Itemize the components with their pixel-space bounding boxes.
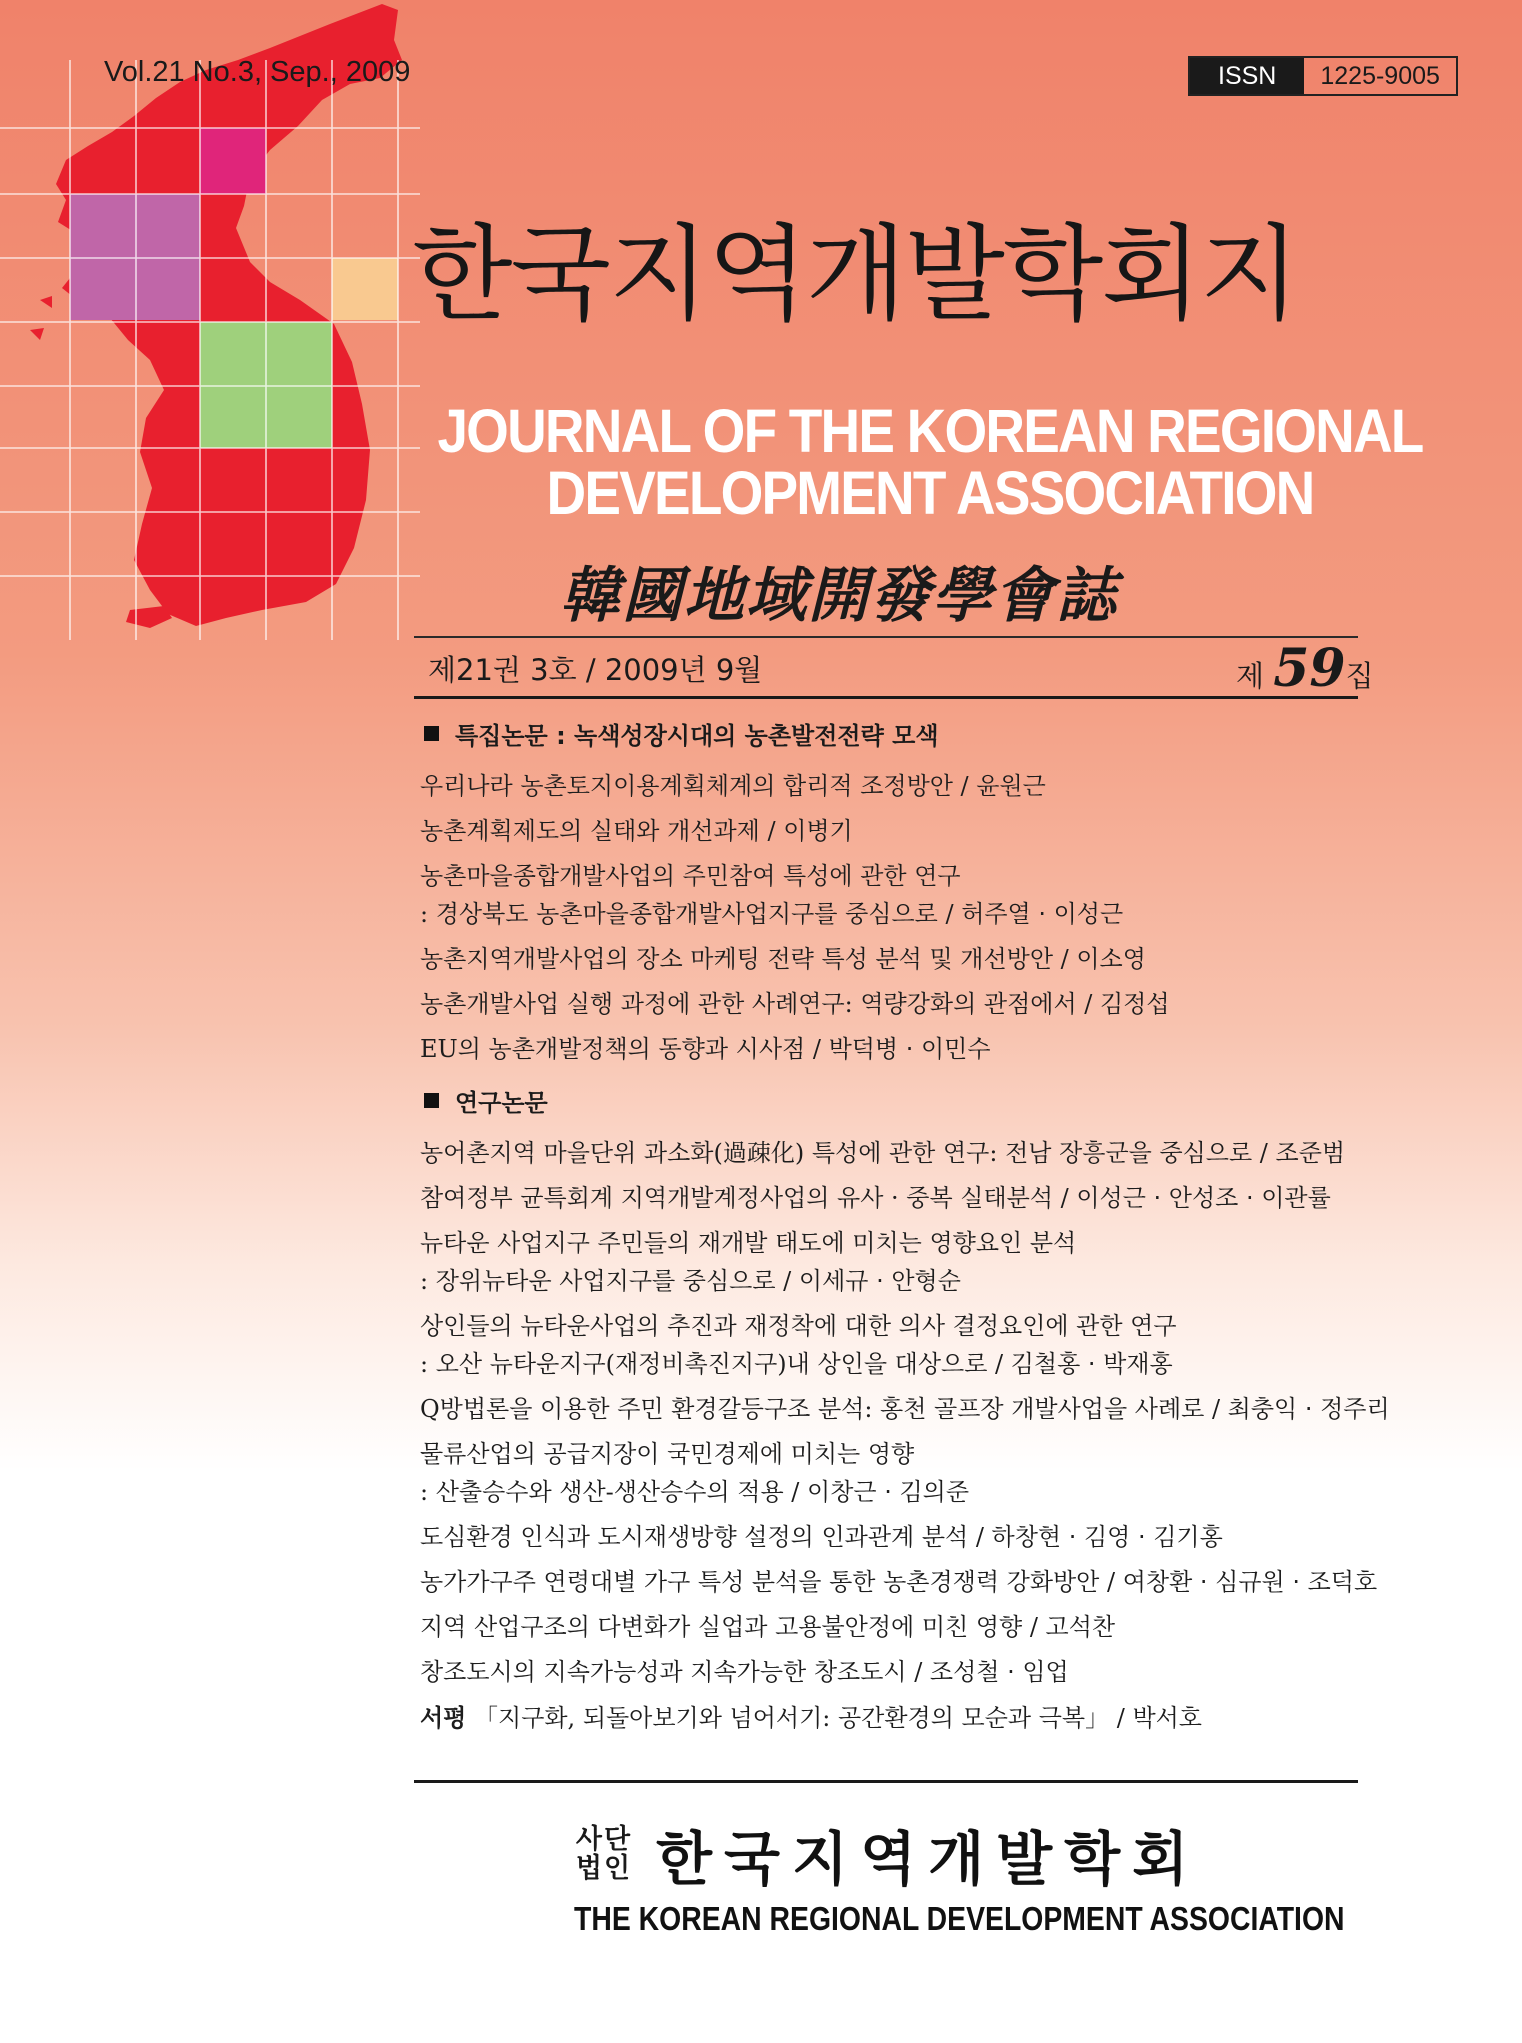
list-item: 농촌계획제도의 실태와 개선과제 / 이병기 xyxy=(420,817,853,845)
collection-prefix: 제 xyxy=(1236,659,1265,693)
jeju-island-shape xyxy=(126,606,172,628)
volume-info: Vol.21 No.3, Sep., 2009 xyxy=(104,56,411,88)
list-item: 상인들의 뉴타운사업의 추진과 재정착에 대한 의사 결정요인에 관한 연구 : 오산 뉴타운지구(재정비촉진지구)내 상인을 대상으로 / 김철홍 · 박재홍 xyxy=(420,1312,1177,1378)
journal-title-english-line1: JOURNAL OF THE KOREAN REGIONAL xyxy=(437,397,1423,465)
collection-number: 59 xyxy=(1273,638,1346,699)
tile-magenta xyxy=(200,128,266,194)
issue-bottom-rule xyxy=(414,696,1358,699)
table-of-contents xyxy=(420,716,1390,1744)
list-item: 뉴타운 사업지구 주민들의 재개발 태도에 미치는 영향요인 분석 : 장위뉴타운 사업지구를 중심으로 / 이세규 · 안형순 xyxy=(420,1229,1077,1295)
list-item: 창조도시의 지속가능성과 지속가능한 창조도시 / 조성철 · 임업 xyxy=(420,1658,1069,1686)
issue-top-rule xyxy=(414,636,1358,638)
journal-title-english-line2: DEVELOPMENT ASSOCIATION xyxy=(546,459,1314,527)
publisher-name-korean: 한국지역개발학회 xyxy=(656,1825,1201,1893)
tile-purple xyxy=(70,194,200,320)
list-item: 우리나라 농촌토지이용계획체계의 합리적 조정방안 / 윤원근 xyxy=(420,772,1046,800)
list-item: Q방법론을 이용한 주민 환경갈등구조 분석: 홍천 골프장 개발사업을 사례로 / 최충익 · 정주리 xyxy=(420,1395,1390,1423)
list-item: 농촌마을종합개발사업의 주민참여 특성에 관한 연구 : 경상북도 농촌마을종합개발사업지구를 중심으로 / 허주열 · 이성근 xyxy=(420,862,1124,928)
publisher-block xyxy=(572,1812,1200,1896)
issn-label: ISSN xyxy=(1190,58,1304,94)
bullet-square-icon xyxy=(424,726,439,741)
list-item: 농촌개발사업 실행 과정에 관한 사례연구: 역량강화의 관점에서 / 김정섭 xyxy=(420,990,1170,1018)
bullet-square-icon xyxy=(424,1093,439,1108)
list-item: 농촌지역개발사업의 장소 마케팅 전략 특성 분석 및 개선방안 / 이소영 xyxy=(420,945,1146,973)
list-item: 농어촌지역 마을단위 과소화(過疎化) 특성에 관한 연구: 전남 장흥군을 중심으로 / 조준범 xyxy=(420,1139,1346,1167)
book-review-entry xyxy=(420,1699,1360,1737)
special-section-title: 특집논문 : 녹색성장시대의 농촌발전전략 모색 xyxy=(455,722,939,750)
special-section-heading xyxy=(420,716,1360,751)
list-item: EU의 농촌개발정책의 동향과 시사점 / 박덕병 · 이민수 xyxy=(420,1035,991,1063)
list-item: 참여정부 균특회계 지역개발계정사업의 유사 · 중복 실태분석 / 이성근 · 안성조 · 이관률 xyxy=(420,1184,1331,1212)
journal-title-hanja: 韓國地域開發學會誌 xyxy=(560,561,1118,631)
issn-box xyxy=(1188,56,1458,96)
list-item: 도심환경 인식과 도시재생방향 설정의 인과관계 분석 / 하창현 · 김영 · 김기홍 xyxy=(420,1523,1223,1551)
footer-rule xyxy=(414,1780,1358,1783)
journal-title-korean: 한국지역개발학회지 xyxy=(412,213,1299,335)
korea-map-graphic xyxy=(0,0,420,640)
list-item: 물류산업의 공급지장이 국민경제에 미치는 영향 : 산출승수와 생산-생산승수의 적용 / 이창근 · 김의준 xyxy=(420,1440,970,1506)
issue-collection-number xyxy=(1236,638,1374,699)
research-section-title: 연구논문 xyxy=(455,1089,548,1117)
publisher-name-english: THE KOREAN REGIONAL DEVELOPMENT ASSOCIATION xyxy=(574,1900,1345,1937)
issue-volume: 제21권 3호 / 2009년 9월 xyxy=(428,653,763,687)
book-review-author: 박서호 xyxy=(1132,1704,1202,1732)
issn-value: 1225-9005 xyxy=(1320,62,1440,90)
journal-title-english xyxy=(435,397,1425,527)
collection-suffix: 집 xyxy=(1345,659,1374,693)
book-review-title: 「지구화, 되돌아보기와 넘어서기: 공간환경의 모순과 극복」 / xyxy=(466,1704,1133,1732)
research-section-heading xyxy=(420,1083,1360,1118)
publisher-corp-type: 사단 법인 xyxy=(575,1824,633,1884)
tile-peach xyxy=(332,258,398,320)
list-item: 농가가구주 연령대별 가구 특성 분석을 통한 농촌경쟁력 강화방안 / 여창환 · 심규원 · 조덕호 xyxy=(420,1568,1378,1596)
list-item: 지역 산업구조의 다변화가 실업과 고용불안정에 미친 영향 / 고석찬 xyxy=(420,1613,1116,1641)
book-review-label: 서평 xyxy=(420,1704,467,1732)
